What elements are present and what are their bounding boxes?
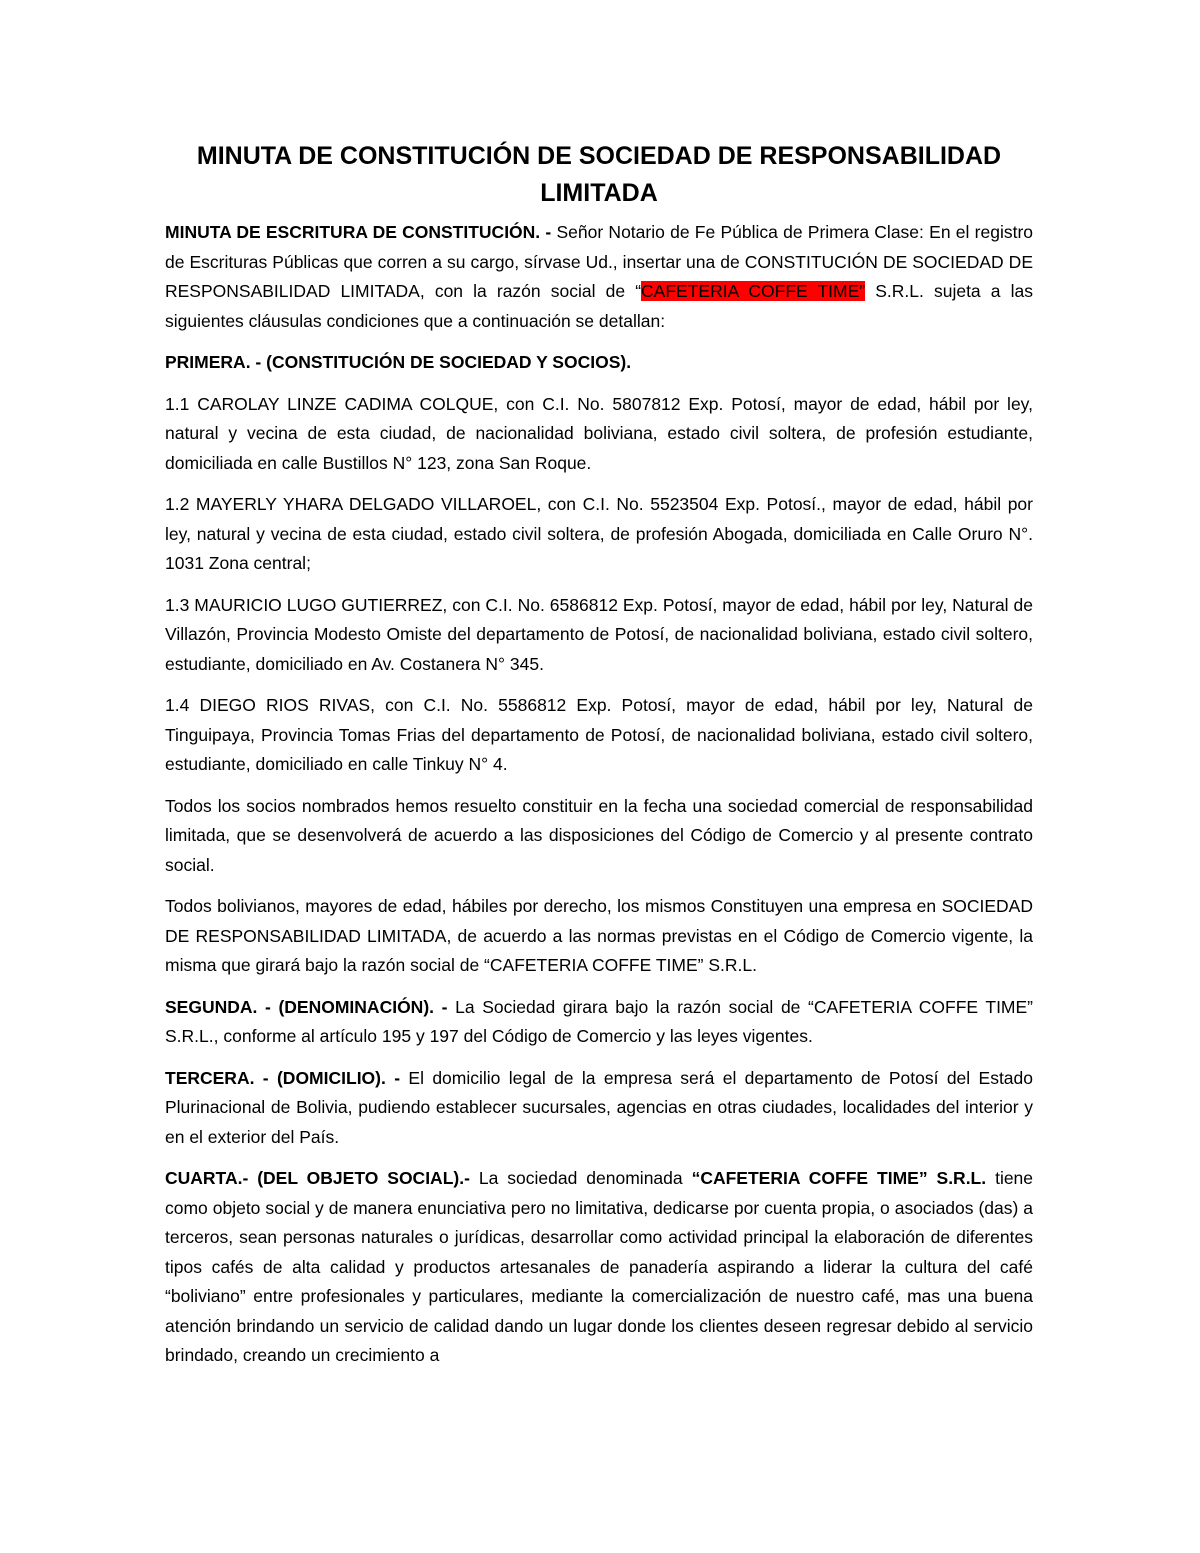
document-body xyxy=(165,138,1033,1383)
socio-paragraph-3: 1.3 MAURICIO LUGO GUTIERREZ, con C.I. No. 6586812 Exp. Potosí, mayor de edad, hábil por ley, Natural de Villazón, Provincia Modesto Omiste del departamento de Potosí, de nacionalidad boliviana, estado civil soltero, estudiante, domiciliado en Av. Costanera N° 345. xyxy=(165,594,1033,674)
todos-paragraph-1: Todos los socios nombrados hemos resuelto constituir en la fecha una sociedad comercial de responsabilidad limitada, que se desenvolverá de acuerdo a las disposiciones del Código de Comercio y al presente contrato social. xyxy=(165,795,1033,875)
intro-paragraph xyxy=(165,218,1033,336)
cuarta-text-1: La sociedad denominada xyxy=(469,1168,692,1188)
todos-paragraph-2: Todos bolivianos, mayores de edad, hábiles por derecho, los mismos Constituyen una empresa en SOCIEDAD DE RESPONSABILIDAD LIMITADA, de acuerdo a las normas previstas en el Código de Comercio vigente, la misma que girará bajo la razón social de “CAFETERIA COFFE TIME” S.R.L. xyxy=(165,896,1033,975)
primera-heading xyxy=(165,348,1033,378)
tercera-heading: TERCERA. - (DOMICILIO). - xyxy=(165,1067,401,1088)
intro-heading: MINUTA DE ESCRITURA DE CONSTITUCIÓN. - xyxy=(165,222,552,242)
socio-paragraph-2: 1.2 MAYERLY YHARA DELGADO VILLAROEL, con C.I. No. 5523504 Exp. Potosí., mayor de edad, hábil por ley, natural y vecina de esta ciudad, estado civil soltera, de profesión Abogada, domiciliada en Calle Oruro N°. 1031 Zona central; xyxy=(165,494,1033,573)
tercera-text: El domicilio legal de la empresa será el departamento de Potosí del Estado Plurinacional de Bolivia, pudiendo establecer sucursales, agencias en otras ciudades, localidades del interior y en el exterior del País. xyxy=(165,1067,1034,1147)
segunda-text: La Sociedad girara bajo la razón social de “CAFETERIA COFFE TIME” S.R.L., conforme al artículo 195 y 197 del Código de Comercio y las leyes vigentes. xyxy=(165,996,1034,1046)
socio-paragraph-1: 1.1 CAROLAY LINZE CADIMA COLQUE, con C.I. No. 5807812 Exp. Potosí, mayor de edad, hábil por ley, natural y vecina de esta ciudad, de nacionalidad boliviana, estado civil soltera, de profesión estudiante, domiciliada en calle Bustillos N° 123, zona San Roque. xyxy=(165,393,1033,473)
cuarta-text-2: tiene como objeto social y de manera enunciativa pero no limitativa, dedicarse por cuenta propia, o asociados (das) a terceros, sean personas naturales o jurídicas, desarrollar como actividad principal la elaboración de diferentes tipos cafés de alta calidad y productos artesanales de panadería aspirando a liderar la cultura del café “boliviano” entre profesionales y particulares, mediante la comercialización de nuestro café, mas una buena atención brindando un servicio de calidad dando un lugar donde los clientes deseen regresar debido al servicio brindado, creando un crecimiento a xyxy=(165,1168,1034,1365)
tercera-paragraph xyxy=(165,1064,1033,1153)
segunda-heading: SEGUNDA. - (DENOMINACIÓN). - xyxy=(165,996,448,1017)
document-title: MINUTA DE CONSTITUCIÓN DE SOCIEDAD DE RESPONSABILIDAD LIMITADA xyxy=(196,142,1002,207)
primera-heading-text: PRIMERA. - (CONSTITUCIÓN DE SOCIEDAD Y SOCIOS). xyxy=(165,352,632,372)
intro-text-after: S.R.L. sujeta a las siguientes cláusulas condiciones que a continuación se detallan: xyxy=(165,281,1033,331)
highlighted-company-name: CAFETERIA COFFE TIME” xyxy=(641,281,866,301)
cuarta-heading: CUARTA.- (DEL OBJETO SOCIAL).- xyxy=(165,1168,470,1188)
socio-paragraph-4: 1.4 DIEGO RIOS RIVAS, con C.I. No. 5586812 Exp. Potosí, mayor de edad, hábil por ley, Natural de Tinguipaya, Provincia Tomas Frias del departamento de Potosí, de nacionalidad boliviana, estado civil soltero, estudiante, domiciliado en calle Tinkuy N° 4. xyxy=(165,695,1033,774)
segunda-paragraph xyxy=(165,993,1033,1052)
intro-text-before: Señor Notario de Fe Pública de Primera Clase: En el registro de Escrituras Públicas que corren a su cargo, sírvase Ud., insertar una de CONSTITUCIÓN DE SOCIEDAD DE RESPONSABILIDAD LIMITADA, con la razón social de “ xyxy=(165,222,1034,301)
cuarta-paragraph xyxy=(165,1164,1033,1371)
cuarta-company-name: “CAFETERIA COFFE TIME” S.R.L. xyxy=(691,1168,987,1188)
